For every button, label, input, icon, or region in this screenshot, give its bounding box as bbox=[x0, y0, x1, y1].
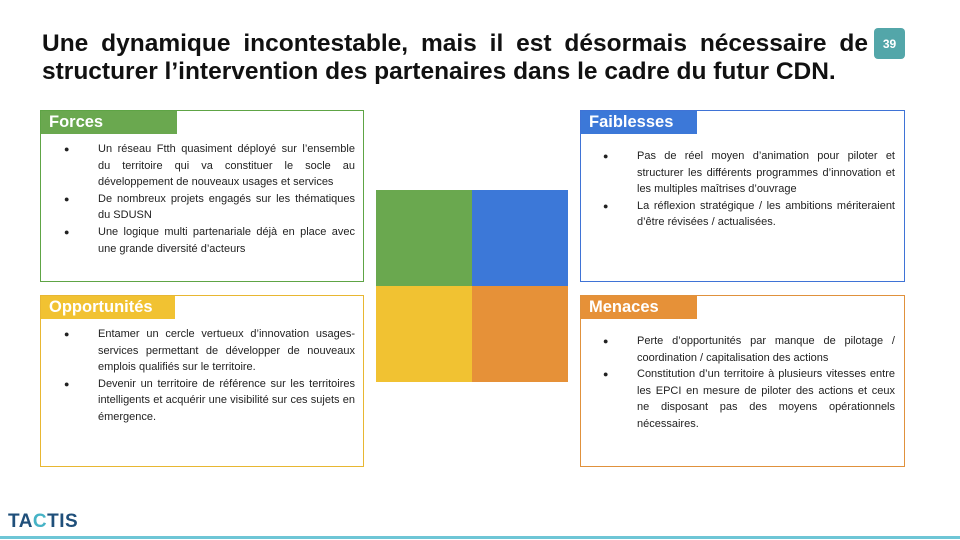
list-item: ● La réflexion stratégique / les ambitions mériteraient d’être révisées / actualisées. bbox=[603, 199, 895, 229]
page-number-badge: 39 bbox=[874, 28, 905, 59]
list-item: ● Constitution d’un territoire à plusieurs vitesses entre les EPCI en mesure de piloter des actions et ceux ne disposant pas des moyens opérationnels nécessaires. bbox=[603, 368, 895, 430]
footer-divider bbox=[0, 536, 960, 539]
menaces-header: Menaces bbox=[581, 296, 697, 319]
bullet-icon: ● bbox=[603, 369, 609, 380]
bullet-icon: ● bbox=[64, 378, 70, 389]
list-item: ● Devenir un territoire de référence sur les territoires intelligents et acquérir une visibilité sur ces sujets en émergence. bbox=[64, 377, 355, 423]
swot-quadrant-faiblesses bbox=[472, 190, 568, 286]
opportunites-list bbox=[42, 326, 355, 426]
bullet-icon: ● bbox=[64, 329, 70, 339]
bullet-icon: ● bbox=[603, 151, 609, 161]
forces-box bbox=[40, 110, 364, 282]
list-item: ● Un réseau Ftth quasiment déployé sur l’ensemble du territoire qui va constituer le socle au développement de nouveaux usages et services bbox=[64, 143, 355, 189]
faiblesses-box bbox=[580, 110, 905, 282]
list-item: ● Pas de réel moyen d’animation pour piloter et structurer les différents programmes d’innovation et les multiples maîtrises d’ouvrage bbox=[603, 150, 895, 196]
bullet-icon: ● bbox=[603, 200, 609, 211]
opportunites-box bbox=[40, 295, 364, 467]
list-item: ● Perte d’opportunités par manque de pilotage / coordination / capitalisation des actions bbox=[603, 335, 895, 364]
bullet-icon: ● bbox=[64, 144, 70, 154]
forces-header: Forces bbox=[41, 111, 177, 134]
opportunites-header: Opportunités bbox=[41, 296, 175, 319]
faiblesses-list bbox=[581, 148, 895, 231]
list-item: ● Une logique multi partenariale déjà en place avec une grande diversité d’acteurs bbox=[64, 225, 355, 255]
bullet-icon: ● bbox=[603, 336, 609, 346]
menaces-list bbox=[581, 333, 895, 433]
slide-title: Une dynamique incontestable, mais il est désormais nécessaire de structurer l’intervention des partenaires dans le cadre du futur CDN. bbox=[42, 30, 868, 85]
list-item: ● Entamer un cercle vertueux d’innovation usages-services permettant de développer de nouveaux emplois qualifiés sur le territoire. bbox=[64, 328, 355, 374]
swot-quadrant-forces bbox=[376, 190, 472, 286]
list-item: ● De nombreux projets engagés sur les thématiques du SDUSN bbox=[64, 192, 355, 222]
menaces-box bbox=[580, 295, 905, 467]
tactis-logo: TACTIS bbox=[8, 511, 79, 532]
swot-quadrant-opportunites bbox=[376, 286, 472, 382]
bullet-icon: ● bbox=[64, 193, 70, 204]
bullet-icon: ● bbox=[64, 226, 70, 237]
faiblesses-header: Faiblesses bbox=[581, 111, 697, 134]
swot-quadrant-menaces bbox=[472, 286, 568, 382]
forces-list bbox=[42, 141, 355, 257]
